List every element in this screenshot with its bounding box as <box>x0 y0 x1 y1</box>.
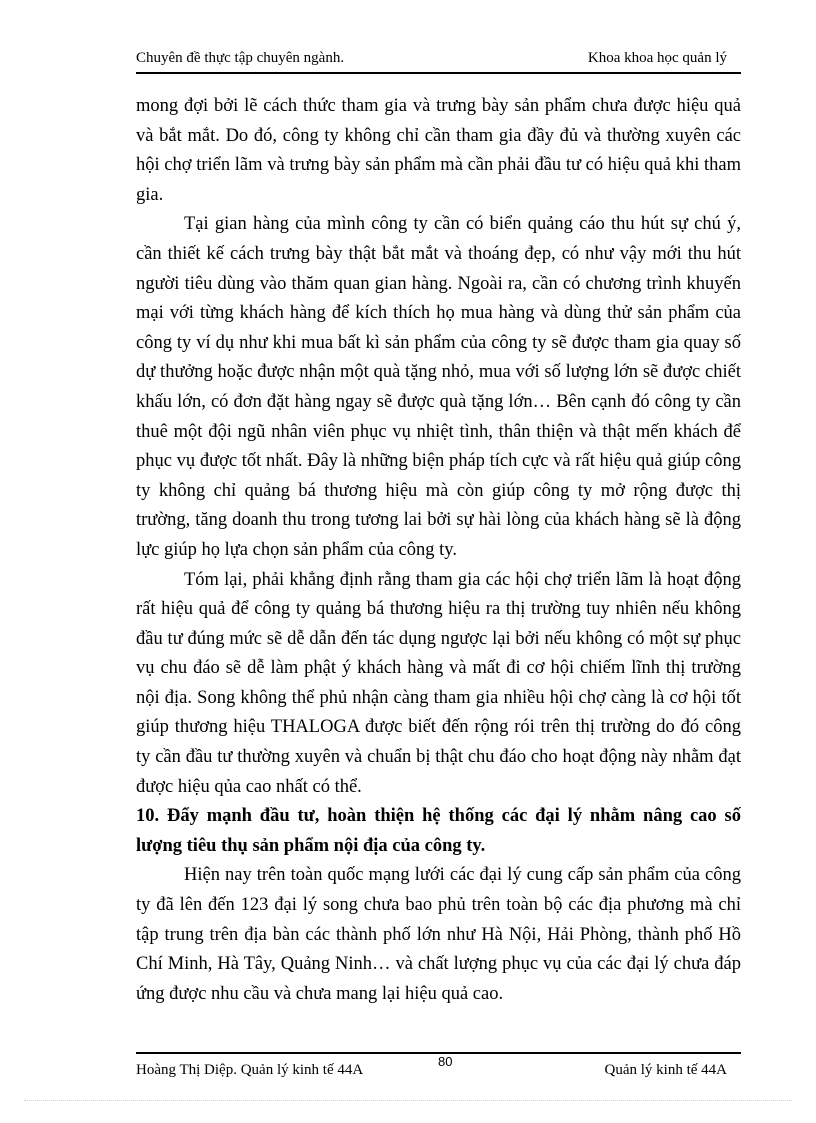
header-left-text: Chuyên đề thực tập chuyên ngành. <box>136 50 345 66</box>
page-header <box>136 46 741 74</box>
header-right-text: Khoa khoa học quản lý <box>587 50 727 66</box>
page-footer <box>136 1052 741 1080</box>
paragraph-agents: Hiện nay trên toàn quốc mạng lưới các đại lý cung cấp sản phẩm của công ty đã lên đến 123 đại lý song chưa bao phủ trên toàn bộ các địa phương mà chỉ tập trung trên địa bàn các thành phố lớn như Hà Nội, Hải Phòng, thành phố Hồ Chí Minh, Hà Tây, Quảng Ninh… và chất lượng phục vụ của các đại lý chưa đáp ứng được nhu cầu và chưa mang lại hiệu quả cao. <box>136 865 741 1004</box>
paragraph-continued: mong đợi bởi lẽ cách thức tham gia và trưng bày sản phẩm chưa được hiệu quả và bắt mắt. Do đó, công ty không chỉ cần tham gia đầy đủ và thường xuyên các hội chợ triển lãm và trưng bày sản phẩm mà cần phải đầu tư có hiệu quả khi tham gia. <box>136 96 741 205</box>
document-body <box>136 92 741 1009</box>
footer-right-text: Quản lý kinh tế 44A <box>604 1062 727 1078</box>
page-edge-divider <box>24 1100 792 1101</box>
paragraph-summary: Tóm lại, phải khẳng định rằng tham gia các hội chợ triển lãm là hoạt động rất hiệu quả để công ty quảng bá thương hiệu ra thị trường tuy nhiên nếu không đầu tư đúng mức sẽ dễ dẫn đến tác dụng ngược lại bởi nếu không có một sự phục vụ chu đáo sẽ dễ làm phật ý khách hàng và mất đi cơ hội chiếm lĩnh thị trường nội địa. Song không thể phủ nhận càng tham gia nhiều hội chợ càng là cơ hội tốt giúp thương hiệu THALOGA được biết đến rộng rói trên thị trường do đó công ty cần đầu tư thường xuyên và chuẩn bị thật chu đáo cho hoạt động này nhằm đạt được hiệu qủa cao nhất có thể. <box>136 569 741 797</box>
page-number: 80 <box>438 1054 453 1069</box>
footer-author: Hoàng Thị Diệp. Quản lý kinh tế 44A <box>136 1062 364 1078</box>
paragraph-booth: Tại gian hàng của mình công ty cần có biển quảng cáo thu hút sự chú ý, cần thiết kế cách trưng bày thật bắt mắt và thoáng đẹp, có như vậy mới thu hút người tiêu dùng vào thăm quan gian hàng. Ngoài ra, cần có chương trình khuyến mại với từng khách hàng để kích thích họ mua hàng và dùng thử sản phẩm của công ty ví dụ như khi mua bất kì sản phẩm của công ty sẽ được tham gia quay số dự thưởng hoặc được nhận một quà tặng nhỏ, mua với số lượng lớn sẽ được chiết khấu lớn, có đơn đặt hàng ngay sẽ được quà tặng lớn… Bên cạnh đó công ty cần thuê một đội ngũ nhân viên phục vụ nhiệt tình, thân thiện và thật mến khách để phục vụ được tốt nhất. Đây là những biện pháp tích cực và rất hiệu quả giúp công ty không chỉ quảng bá thương hiệu mà còn giúp công ty mở rộng được thị trường, tăng doanh thu trong tương lai bởi sự hài lòng của khách hàng sẽ là động lực giúp họ lựa chọn sản phẩm của công ty. <box>136 214 741 560</box>
section-heading: 10. Đẩy mạnh đầu tư, hoàn thiện hệ thống các đại lý nhằm nâng cao số lượng tiêu thụ sản phẩm nội địa của công ty. <box>136 806 741 856</box>
